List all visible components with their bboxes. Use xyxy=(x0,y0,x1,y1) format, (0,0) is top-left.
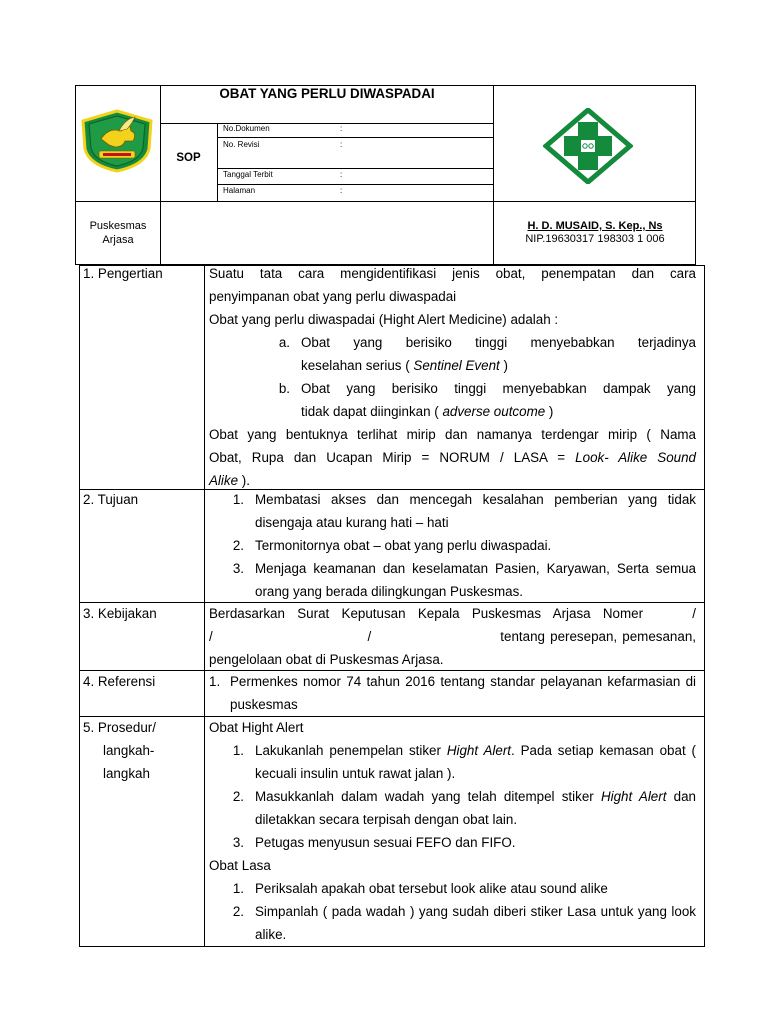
list-item xyxy=(209,877,696,900)
meta-separator: : xyxy=(340,170,343,179)
section-body-prosedur xyxy=(209,716,696,946)
section-label-kebijakan: 3. Kebijakan xyxy=(83,606,157,621)
list-item xyxy=(209,739,696,785)
text-line: Obat yang berisiko tinggi menyebabkan dampak yang xyxy=(301,381,696,396)
list-text xyxy=(301,377,696,423)
text-run: ). xyxy=(238,473,250,488)
list-item xyxy=(209,534,696,557)
text-run: Obat, Rupa dan Ucapan Mirip = NORUM / LASA = xyxy=(209,450,576,465)
list-text: Permenkes nomor 74 tahun 2016 tentang standar pelayanan kefarmasian di puskesmas xyxy=(230,674,696,712)
text-line: Suatu tata cara mengidentifikasi jenis obat, penempatan dan cara xyxy=(209,266,696,281)
text-line xyxy=(209,446,696,469)
document-title: OBAT YANG PERLU DIWASPADAI xyxy=(219,86,435,101)
section-label-tujuan: 2. Tujuan xyxy=(83,492,139,507)
content-divider xyxy=(204,265,205,947)
label-line: langkah- xyxy=(103,743,155,758)
text-run: Lakukanlah penempelan stiker xyxy=(255,743,447,758)
text-line: Berdasarkan Surat Keputusan Kepala Puskesmas Arjasa Nomer / xyxy=(209,606,696,621)
list-item xyxy=(209,831,696,854)
header-divider xyxy=(160,123,494,124)
list-marker: 1. xyxy=(209,674,221,689)
section-body-referensi xyxy=(209,670,696,716)
text-line xyxy=(301,354,696,377)
list-marker: 1. xyxy=(232,492,244,507)
list-item xyxy=(209,557,696,603)
meta-label: Halaman xyxy=(223,186,256,195)
group-title: Obat Lasa xyxy=(209,858,271,873)
list-marker: 2. xyxy=(232,538,244,553)
text-run: keselahan serius ( xyxy=(301,358,414,373)
label-line: langkah xyxy=(103,766,150,781)
list-marker: 2. xyxy=(232,789,244,804)
list-text: Petugas menyusun sesuai FEFO dan FIFO. xyxy=(255,835,516,850)
list-marker: 1. xyxy=(232,881,244,896)
list-marker: 3. xyxy=(232,561,244,576)
text-run-italic: adverse outcome xyxy=(442,404,546,419)
list-marker: b. xyxy=(278,381,290,396)
org-name: Puskesmas xyxy=(89,220,147,232)
text-line: / / tentang peresepan, pemesanan, xyxy=(209,629,696,644)
section-body-pengertian xyxy=(209,262,696,492)
text-line: penyimpanan obat yang perlu diwaspadai xyxy=(209,289,457,304)
text-line: Obat yang bentuknya terlihat mirip dan namanya terdengar mirip ( Nama xyxy=(209,427,696,442)
list-marker: 3. xyxy=(232,835,244,850)
text-line: Obat yang berisiko tinggi menyebabkan terjadinya xyxy=(301,335,696,350)
label-line: 5. Prosedur/ xyxy=(83,720,156,735)
list-marker: 1. xyxy=(232,743,244,758)
list-text xyxy=(301,331,696,377)
meta-separator: : xyxy=(340,140,343,149)
text-run-italic: Look- Alike Sound xyxy=(575,450,697,465)
meta-label: No.Dokumen xyxy=(223,124,270,133)
text-run: dan diletakkan secara terpisah dengan obat lain. xyxy=(255,789,696,827)
meta-label: No. Revisi xyxy=(223,140,260,149)
signer-name: H. D. MUSAID, S. Kep., Ns xyxy=(527,220,663,232)
text-run: ) xyxy=(499,358,508,373)
list-item xyxy=(209,785,696,831)
list-text xyxy=(255,785,696,831)
list-marker: 2. xyxy=(232,904,244,919)
list-marker: a. xyxy=(278,335,290,350)
text-run-italic: Sentinel Event xyxy=(413,358,500,373)
header-divider xyxy=(160,85,161,265)
section-label-prosedur xyxy=(83,716,156,785)
list-text: Membatasi akses dan mencegah kesalahan pemberian yang tidak disengaja atau kurang hati – hati xyxy=(255,492,696,530)
text-run-italic: Hight Alert xyxy=(446,743,512,758)
header-divider xyxy=(217,184,494,185)
header-divider xyxy=(75,201,696,202)
section-body-kebijakan xyxy=(209,602,696,671)
header-divider xyxy=(217,123,218,201)
meta-separator: : xyxy=(340,186,343,195)
list-text: Periksalah apakah obat tersebut look alike atau sound alike xyxy=(255,881,608,896)
signer-nip: NIP.19630317 198303 1 006 xyxy=(525,233,665,245)
text-line xyxy=(301,400,696,423)
meta-separator: : xyxy=(340,124,343,133)
list-item xyxy=(209,670,696,716)
text-run: Masukkanlah dalam wadah yang telah ditempel stiker xyxy=(255,789,601,804)
list-item xyxy=(209,900,696,946)
section-label-pengertian: 1. Pengertian xyxy=(83,266,163,281)
section-label-referensi: 4. Referensi xyxy=(83,674,156,689)
text-run-italic: Alike xyxy=(209,473,239,488)
sop-label: SOP xyxy=(176,152,201,164)
text-line: pengelolaan obat di Puskesmas Arjasa. xyxy=(209,652,444,667)
section-body-tujuan xyxy=(209,488,696,603)
text-run-italic: Hight Alert xyxy=(600,789,667,804)
list-text: Termonitornya obat – obat yang perlu diwaspadai. xyxy=(255,538,552,553)
text-run: ) xyxy=(545,404,554,419)
regency-emblem-icon xyxy=(79,109,155,173)
list-text: Menjaga keamanan dan keselamatan Pasien, Karyawan, Serta semua orang yang berada dilingkungan Puskesmas. xyxy=(255,561,696,599)
puskesmas-logo-icon xyxy=(543,108,633,184)
text-run: tidak dapat diinginkan ( xyxy=(301,404,443,419)
list-text xyxy=(255,739,696,785)
text-line: Obat yang perlu diwaspadai (Hight Alert Medicine) adalah : xyxy=(209,312,559,327)
list-text: Simpanlah ( pada wadah ) yang sudah diberi stiker Lasa untuk yang look alike. xyxy=(255,904,696,942)
group-title: Obat Hight Alert xyxy=(209,720,304,735)
header-divider xyxy=(217,168,494,169)
org-location: Arjasa xyxy=(102,234,134,246)
text-run: . Pada setiap kemasan obat ( kecuali insulin untuk rawat jalan ). xyxy=(255,743,697,781)
header-divider xyxy=(217,137,494,138)
list-item xyxy=(209,331,696,377)
meta-label: Tanggal Terbit xyxy=(223,170,273,179)
list-item xyxy=(209,488,696,534)
list-item xyxy=(209,377,696,423)
